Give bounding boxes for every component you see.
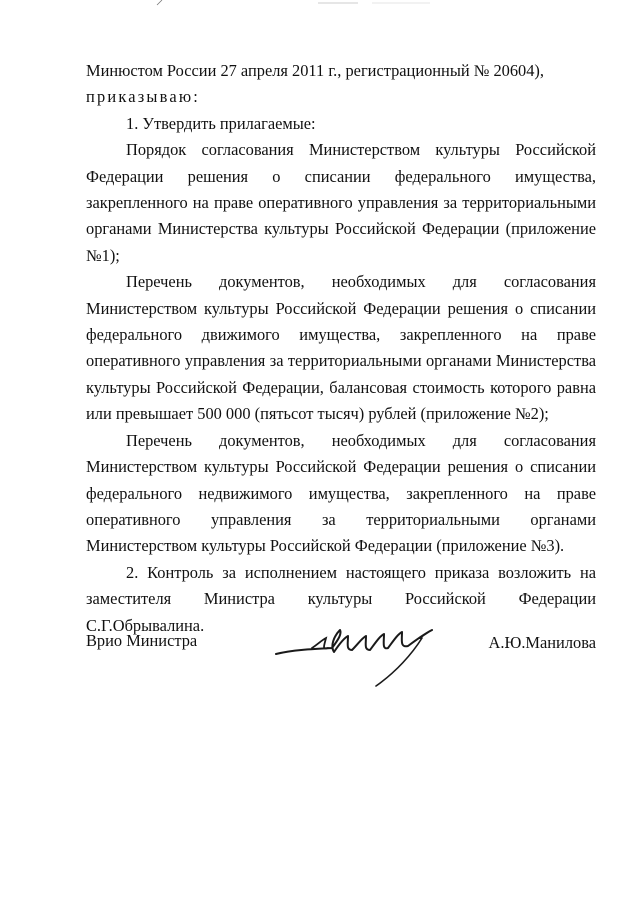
item-1: 1. Утвердить прилагаемые: [126, 113, 316, 133]
scan-artifact-marks [0, 0, 640, 20]
signer-title: Врио Министра [86, 631, 198, 650]
paragraph-list-immovable: Перечень документов, необходимых для согласования Министерством культуры Российской Федерации решения о списании федерального недвижимого имущества, закрепленного на праве оперативного управления за территориальными органами Министерством культуры Российской Федерации (приложение №3). [86, 430, 596, 556]
handwritten-signature [272, 624, 462, 694]
paragraph-procedure: Порядок согласования Министерством культуры Российской Федерации решения о списании федерального имущества, закрепленного на праве оперативного управления за территориальными органами Министерства культуры Российской Федерации (приложение №1); [86, 140, 596, 265]
intro-line: Минюстом России 27 апреля 2011 г., регистрационный № 20604), [86, 61, 544, 80]
paragraph-list-movable: Перечень документов, необходимых для согласования Министерством культуры Российской Федерации решения о списании федерального движимого имущества, закрепленного на праве оперативного управления за территориальными органами Министерства культуры Российской Федерации, балансовая стоимость которого равна или превышает 500 000 (пятьсот тысяч) рублей (приложение №2); [86, 272, 596, 424]
signer-name: А.Ю.Манилова [488, 633, 596, 652]
item-2: 2. Контроль за исполнением настоящего приказа возложить на заместителя Министра культуры Российской Федерации С.Г.Обрывалина. [86, 562, 596, 635]
document-body [86, 58, 596, 639]
order-word: приказываю: [86, 87, 201, 107]
signature-block [86, 628, 596, 708]
